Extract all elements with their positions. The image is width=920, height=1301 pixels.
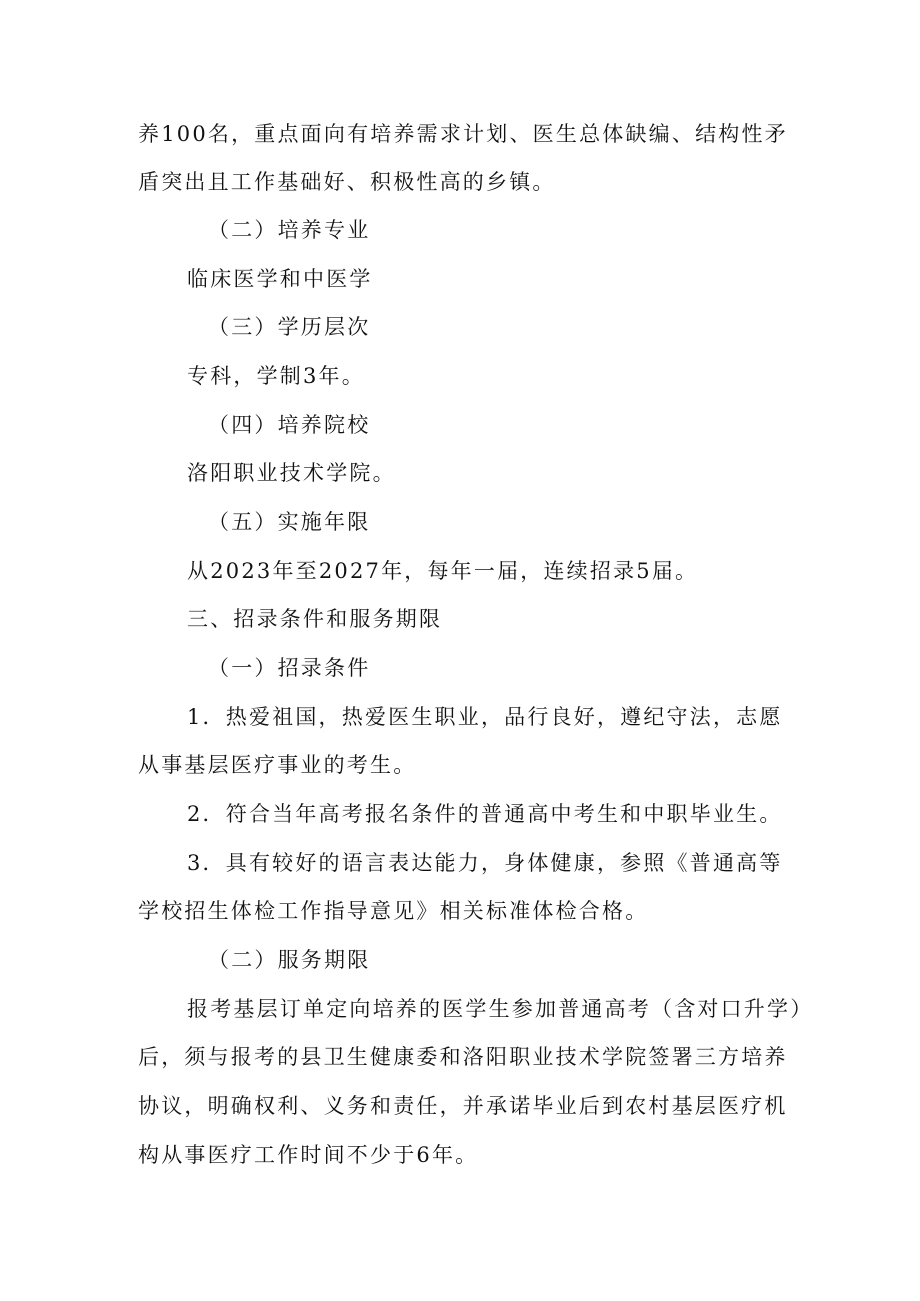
body-line: 报考基层订单定向培养的医学生参加普通高考（含对口升学） bbox=[187, 997, 814, 1021]
section-heading: （二）服务期限 bbox=[208, 948, 371, 972]
section-heading: （一）招录条件 bbox=[208, 656, 371, 680]
body-line: 协议，明确权利、义务和责任，并承诺毕业后到农村基层医疗机 bbox=[138, 1094, 788, 1118]
list-item-continuation: 学校招生体检工作指导意见》相关标准体检合格。 bbox=[138, 899, 649, 923]
chapter-heading: 三、招录条件和服务期限 bbox=[187, 607, 443, 631]
body-line: 临床医学和中医学 bbox=[187, 267, 373, 291]
section-heading: （二）培养专业 bbox=[208, 218, 371, 242]
section-heading: （四）培养院校 bbox=[208, 413, 371, 437]
body-line: 盾突出且工作基础好、积极性高的乡镇。 bbox=[138, 170, 556, 194]
body-line: 构从事医疗工作时间不少于6年。 bbox=[138, 1143, 479, 1167]
body-line: 养100名，重点面向有培养需求计划、医生总体缺编、结构性矛 bbox=[138, 122, 788, 146]
body-line: 后，须与报考的县卫生健康委和洛阳职业技术学院签署三方培养 bbox=[138, 1045, 788, 1069]
list-item: 3．具有较好的语言表达能力，身体健康，参照《普通高等 bbox=[187, 851, 783, 875]
list-item: 1．热爱祖国，热爱医生职业，品行良好，遵纪守法，志愿 bbox=[187, 705, 783, 729]
body-line: 专科，学制3年。 bbox=[187, 364, 365, 388]
list-item-continuation: 从事基层医疗事业的考生。 bbox=[138, 753, 417, 777]
section-heading: （五）实施年限 bbox=[208, 510, 371, 534]
body-line: 洛阳职业技术学院。 bbox=[187, 461, 396, 485]
body-line: 从2023年至2027年，每年一届，连续招录5届。 bbox=[187, 559, 699, 583]
section-heading: （三）学历层次 bbox=[208, 315, 371, 339]
list-item: 2．符合当年高考报名条件的普通高中考生和中职毕业生。 bbox=[187, 802, 783, 826]
